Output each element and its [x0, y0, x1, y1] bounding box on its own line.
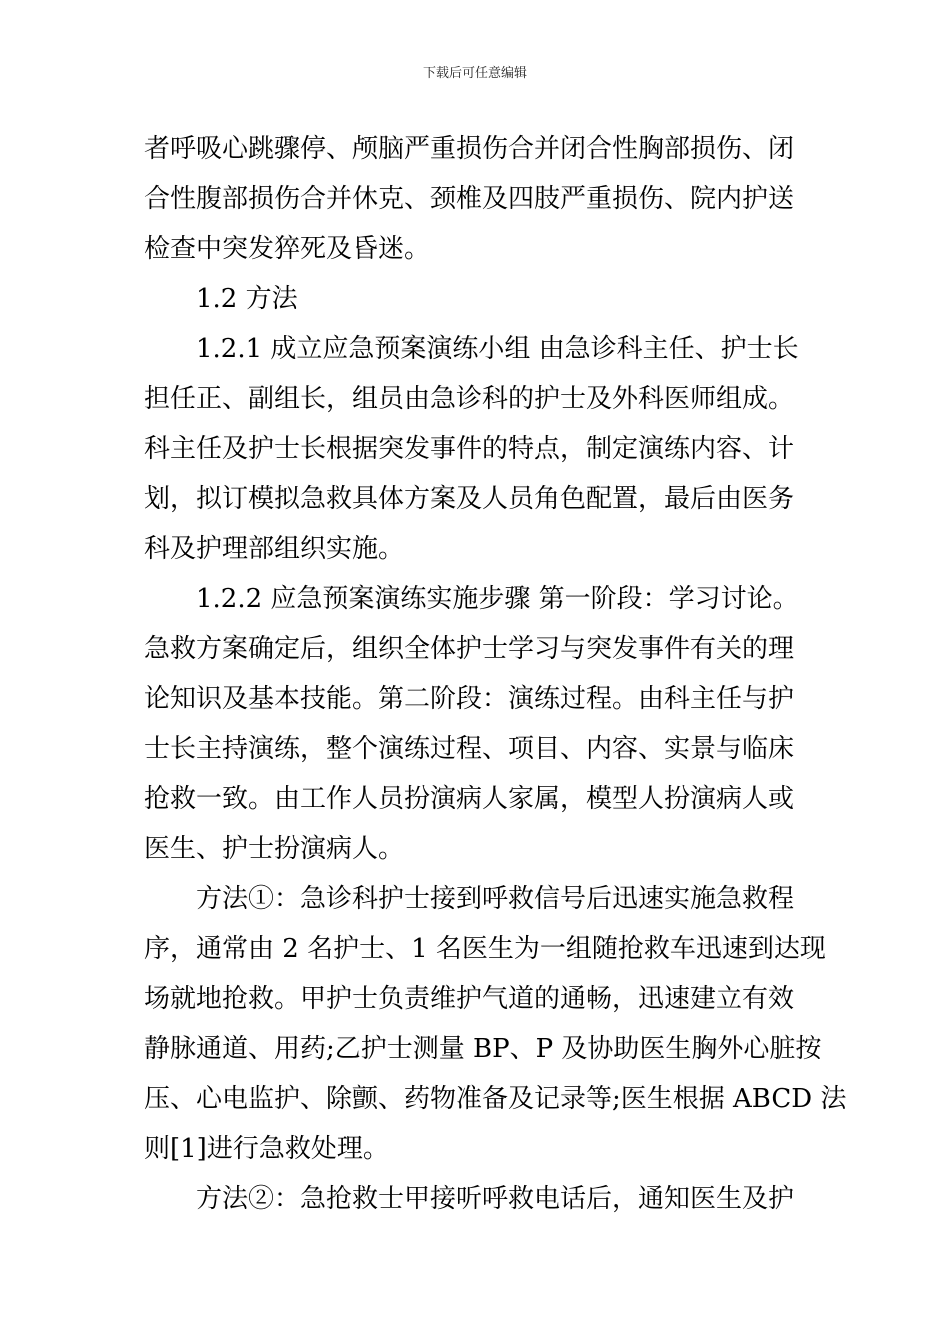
- text-line: 划，拟订模拟急救具体方案及人员角色配置，最后由医务: [144, 484, 795, 514]
- text-line: 担任正、副组长，组员由急诊科的护士及外科医师组成。: [144, 384, 795, 414]
- text-line: 序，通常由 2 名护士、1 名医生为一组随抢救车迅速到达现: [144, 934, 826, 964]
- text-line: 场就地抢救。甲护士负责维护气道的通畅，迅速建立有效: [144, 984, 795, 1014]
- text-line: 论知识及基本技能。第二阶段：演练过程。由科主任与护: [144, 684, 795, 714]
- text-line: 科及护理部组织实施。: [144, 534, 405, 564]
- text-line: 压、心电监护、除颤、药物准备及记录等;医生根据 ABCD 法: [144, 1084, 847, 1114]
- document-body: [144, 124, 847, 1224]
- section-heading: 1.2 方法: [196, 284, 298, 314]
- text-line: 静脉通道、用药;乙护士测量 BP、P 及协助医生胸外心脏按: [144, 1034, 822, 1064]
- text-line: 检查中突发猝死及昏迷。: [144, 234, 431, 264]
- text-line: 抢救一致。由工作人员扮演病人家属，模型人扮演病人或: [144, 784, 795, 814]
- text-line: 1.2.2 应急预案演练实施步骤 第一阶段：学习讨论。: [196, 584, 799, 614]
- text-line: 方法①：急诊科护士接到呼救信号后迅速实施急救程: [196, 884, 795, 914]
- text-line: 者呼吸心跳骤停、颅脑严重损伤合并闭合性胸部损伤、闭: [144, 134, 795, 164]
- text-line: 急救方案确定后，组织全体护士学习与突发事件有关的理: [144, 634, 795, 664]
- page-header: 下载后可任意编辑: [422, 66, 527, 81]
- text-line: 则[1]进行急救处理。: [144, 1134, 389, 1164]
- text-line: 方法②：急抢救士甲接听呼救电话后，通知医生及护: [196, 1184, 795, 1214]
- text-line: 科主任及护士长根据突发事件的特点，制定演练内容、计: [144, 434, 795, 464]
- text-line: 士长主持演练，整个演练过程、项目、内容、实景与临床: [144, 734, 795, 764]
- text-line: 合性腹部损伤合并休克、颈椎及四肢严重损伤、院内护送: [144, 184, 795, 214]
- text-line: 医生、护士扮演病人。: [144, 834, 405, 864]
- text-line: 1.2.1 成立应急预案演练小组 由急诊科主任、护士长: [196, 334, 799, 364]
